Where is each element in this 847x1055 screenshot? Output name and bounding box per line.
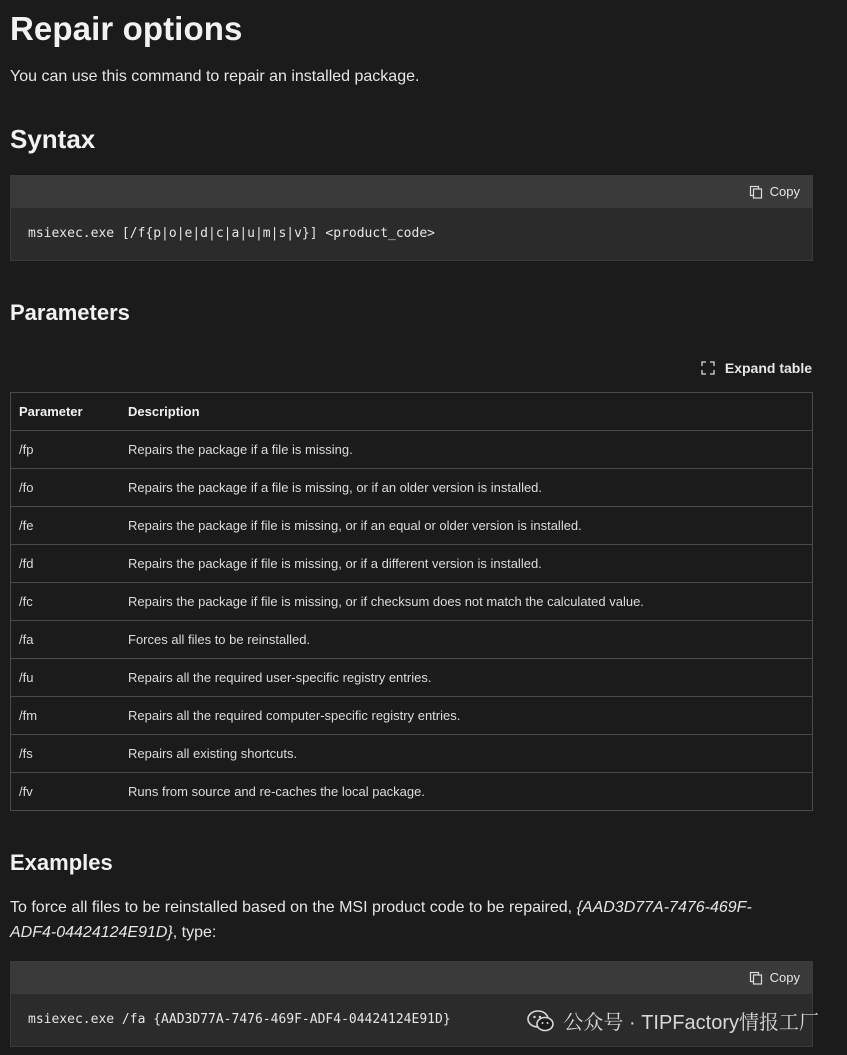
table-row xyxy=(11,659,813,697)
table-row xyxy=(11,469,813,507)
param-cell: /fm xyxy=(11,697,120,735)
copy-label: Copy xyxy=(769,970,800,985)
code-block-header xyxy=(11,176,812,208)
syntax-heading: Syntax xyxy=(10,124,96,154)
table-row xyxy=(11,583,813,621)
expand-icon xyxy=(701,361,715,375)
description-cell: Forces all files to be reinstalled. xyxy=(119,621,813,659)
parameters-table xyxy=(10,392,813,811)
description-cell: Repairs the package if file is missing, or if a different version is installed. xyxy=(119,545,813,583)
param-cell: /fv xyxy=(11,773,120,811)
description-cell: Repairs the package if file is missing, or if an equal or older version is installed. xyxy=(119,507,813,545)
table-row xyxy=(11,773,813,811)
param-cell: /fu xyxy=(11,659,120,697)
param-cell: /fc xyxy=(11,583,120,621)
table-row xyxy=(11,735,813,773)
lead-paragraph: You can use this command to repair an installed package. xyxy=(10,68,420,85)
param-cell: /fa xyxy=(11,621,120,659)
page-title: Repair options xyxy=(10,10,243,47)
watermark xyxy=(527,1006,819,1035)
description-cell: Repairs the package if a file is missing, or if an older version is installed. xyxy=(119,469,813,507)
table-row xyxy=(11,621,813,659)
description-cell: Repairs the package if file is missing, or if checksum does not match the calculated value. xyxy=(119,583,813,621)
description-cell: Repairs all existing shortcuts. xyxy=(119,735,813,773)
syntax-code: msiexec.exe [/f{p|o|e|d|c|a|u|m|s|v}] <product_code> xyxy=(28,226,435,241)
column-header-parameter: Parameter xyxy=(11,393,120,431)
syntax-code-block xyxy=(10,175,813,261)
description-cell: Repairs the package if a file is missing. xyxy=(119,431,813,469)
table-row xyxy=(11,431,813,469)
param-cell: /fo xyxy=(11,469,120,507)
expand-table-button[interactable] xyxy=(701,360,812,376)
copy-icon xyxy=(749,185,763,199)
example-description xyxy=(10,895,770,945)
parameters-heading: Parameters xyxy=(10,300,130,325)
example-text-before: To force all files to be reinstalled based on the MSI product code to be repaired, xyxy=(10,899,577,916)
param-cell: /fp xyxy=(11,431,120,469)
wechat-icon xyxy=(527,1009,555,1033)
copy-button[interactable] xyxy=(749,970,800,985)
example-product-code: {AAD3D77A-7476-469F-ADF4-04424124E91D} xyxy=(10,899,752,941)
description-cell: Runs from source and re-caches the local package. xyxy=(119,773,813,811)
copy-button[interactable] xyxy=(749,184,800,199)
examples-heading: Examples xyxy=(10,850,113,875)
table-header-row xyxy=(11,393,813,431)
example-code: msiexec.exe /fa {AAD3D77A-7476-469F-ADF4-04424124E91D} xyxy=(28,1012,451,1027)
description-cell: Repairs all the required user-specific registry entries. xyxy=(119,659,813,697)
column-header-description: Description xyxy=(119,393,813,431)
copy-icon xyxy=(749,971,763,985)
example-text-after: , type: xyxy=(172,924,217,941)
table-row xyxy=(11,545,813,583)
param-cell: /fd xyxy=(11,545,120,583)
param-cell: /fs xyxy=(11,735,120,773)
description-cell: Repairs all the required computer-specific registry entries. xyxy=(119,697,813,735)
param-cell: /fe xyxy=(11,507,120,545)
watermark-text: 公众号 · TIPFactory情报工厂 xyxy=(563,1012,819,1034)
code-block-header xyxy=(11,962,812,994)
copy-label: Copy xyxy=(769,184,800,199)
table-row xyxy=(11,697,813,735)
table-row xyxy=(11,507,813,545)
expand-table-label: Expand table xyxy=(724,360,812,376)
